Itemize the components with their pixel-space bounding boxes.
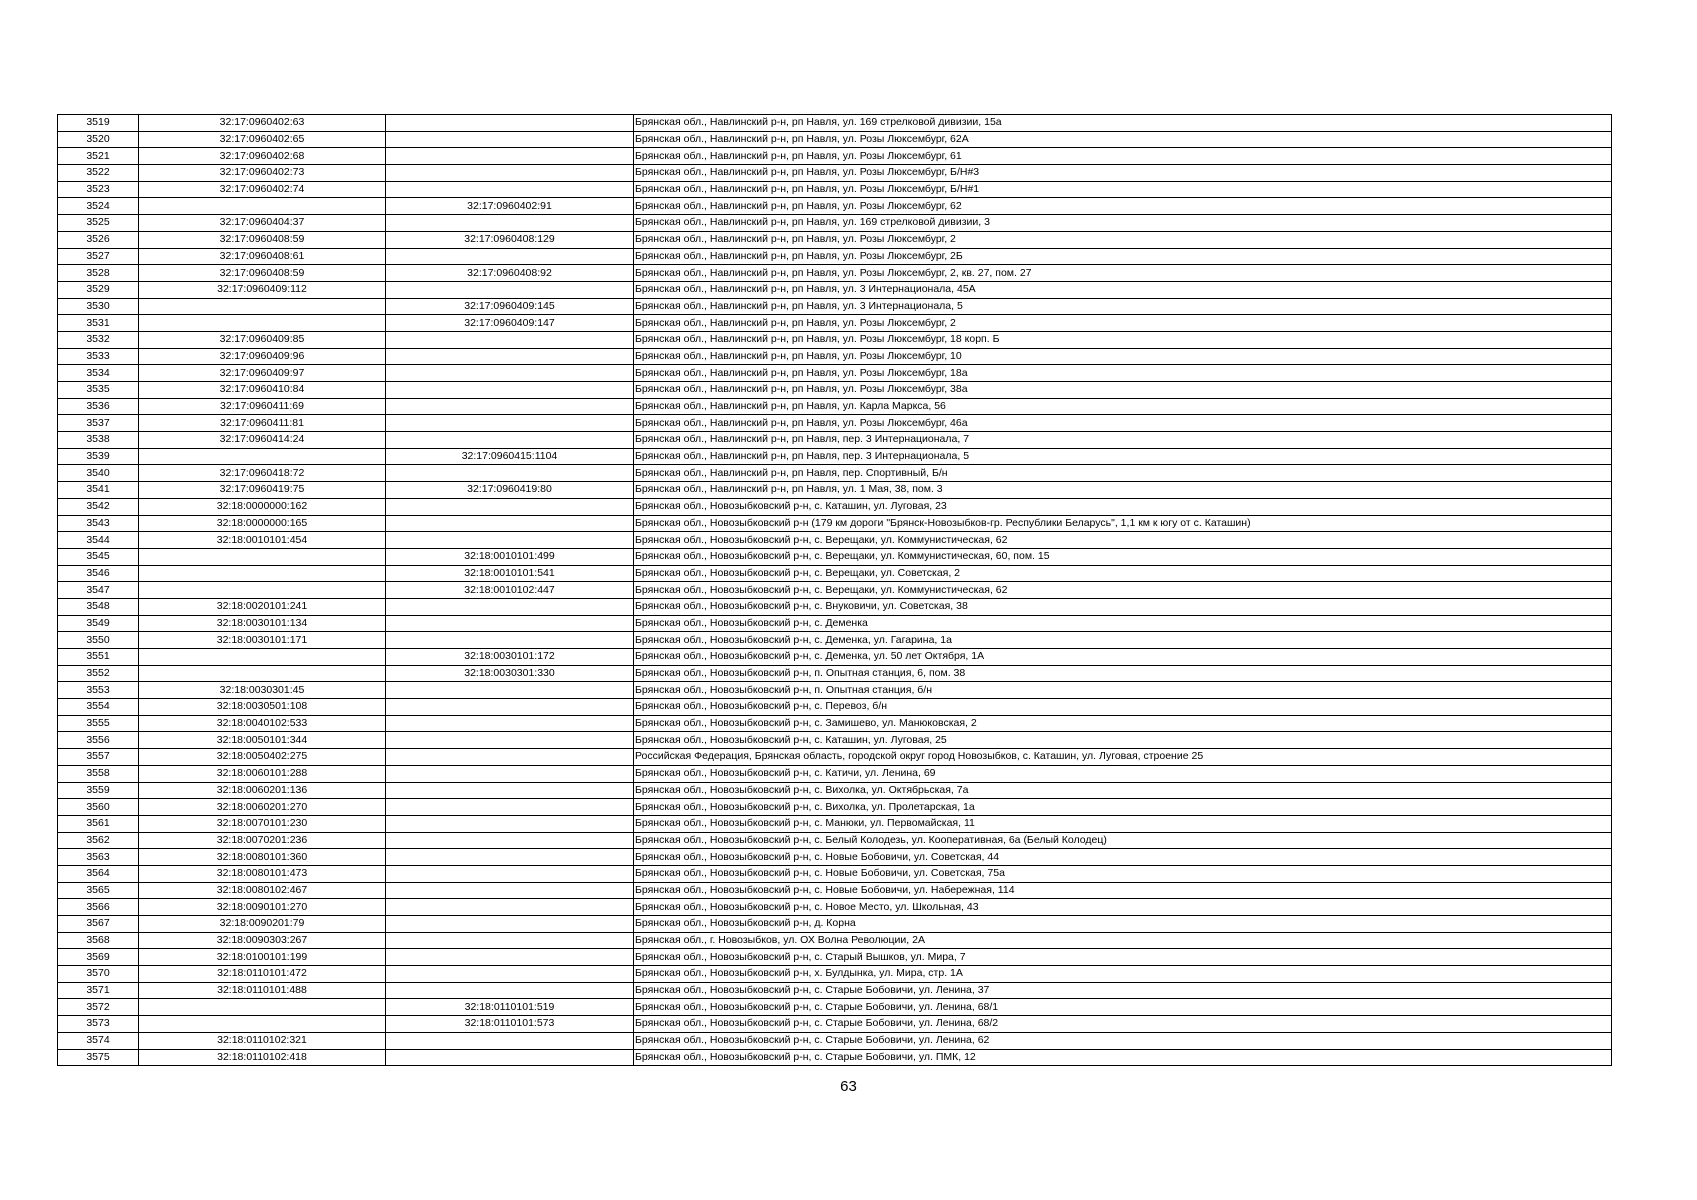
object-cadastral-number-cell: 32:18:0010101:541: [386, 565, 634, 582]
land-cadastral-number-cell: 32:18:0040102:533: [139, 715, 386, 732]
table-row: [58, 899, 1612, 916]
address-cell: Брянская обл., Новозыбковский р-н, с. Старые Бобовичи, ул. Ленина, 68/2: [634, 1016, 1612, 1033]
table-row: [58, 982, 1612, 999]
row-number-cell: 3531: [58, 315, 139, 332]
land-cadastral-number-cell: [139, 1016, 386, 1033]
row-number-cell: 3546: [58, 565, 139, 582]
table-row: [58, 749, 1612, 766]
land-cadastral-number-cell: [139, 448, 386, 465]
object-cadastral-number-cell: [386, 465, 634, 482]
object-cadastral-number-cell: [386, 732, 634, 749]
object-cadastral-number-cell: [386, 682, 634, 699]
row-number-cell: 3570: [58, 966, 139, 983]
table-row: [58, 765, 1612, 782]
table-row: [58, 465, 1612, 482]
table-row: [58, 1049, 1612, 1066]
object-cadastral-number-cell: [386, 982, 634, 999]
table-row: [58, 148, 1612, 165]
object-cadastral-number-cell: [386, 916, 634, 933]
land-cadastral-number-cell: 32:17:0960409:97: [139, 365, 386, 382]
land-cadastral-number-cell: 32:18:0000000:165: [139, 515, 386, 532]
land-cadastral-number-cell: 32:18:0110101:472: [139, 966, 386, 983]
table-row: [58, 181, 1612, 198]
table-row: [58, 498, 1612, 515]
address-cell: Брянская обл., Навлинский р-н, рп Навля, ул. Розы Люксембург, 2: [634, 231, 1612, 248]
object-cadastral-number-cell: [386, 281, 634, 298]
table-row: [58, 515, 1612, 532]
table-row: [58, 281, 1612, 298]
row-number-cell: 3551: [58, 649, 139, 666]
table-row: [58, 665, 1612, 682]
table-row: [58, 231, 1612, 248]
address-cell: Брянская обл., Навлинский р-н, рп Навля, ул. Розы Люксембург, 2, кв. 27, пом. 27: [634, 265, 1612, 282]
land-cadastral-number-cell: 32:18:0060201:270: [139, 799, 386, 816]
table-row: [58, 548, 1612, 565]
address-cell: Брянская обл., Новозыбковский р-н, с. Деменка, ул. 50 лет Октября, 1А: [634, 649, 1612, 666]
land-cadastral-number-cell: 32:17:0960409:112: [139, 281, 386, 298]
row-number-cell: 3563: [58, 849, 139, 866]
address-cell: Российская Федерация, Брянская область, городской округ город Новозыбков, с. Каташин, ул. Луговая, строение 25: [634, 749, 1612, 766]
table-row: [58, 916, 1612, 933]
row-number-cell: 3565: [58, 882, 139, 899]
object-cadastral-number-cell: [386, 832, 634, 849]
row-number-cell: 3544: [58, 532, 139, 549]
address-cell: Брянская обл., Новозыбковский р-н, п. Опытная станция, 6, пом. 38: [634, 665, 1612, 682]
land-cadastral-number-cell: [139, 198, 386, 215]
address-cell: Брянская обл., Новозыбковский р-н, с. Белый Колодезь, ул. Кооперативная, 6а (Белый Колодец): [634, 832, 1612, 849]
land-cadastral-number-cell: 32:18:0090201:79: [139, 916, 386, 933]
land-cadastral-number-cell: 32:17:0960418:72: [139, 465, 386, 482]
object-cadastral-number-cell: [386, 148, 634, 165]
address-cell: Брянская обл., Навлинский р-н, рп Навля, ул. Розы Люксембург, 62А: [634, 131, 1612, 148]
land-cadastral-number-cell: 32:18:0080101:360: [139, 849, 386, 866]
land-cadastral-number-cell: [139, 582, 386, 599]
row-number-cell: 3523: [58, 181, 139, 198]
object-cadastral-number-cell: [386, 415, 634, 432]
table-row: [58, 415, 1612, 432]
land-cadastral-number-cell: 32:18:0100101:199: [139, 949, 386, 966]
object-cadastral-number-cell: 32:18:0030301:330: [386, 665, 634, 682]
row-number-cell: 3538: [58, 432, 139, 449]
land-cadastral-number-cell: 32:18:0080101:473: [139, 865, 386, 882]
land-cadastral-number-cell: 32:18:0090303:267: [139, 932, 386, 949]
table-row: [58, 932, 1612, 949]
table-row: [58, 832, 1612, 849]
row-number-cell: 3562: [58, 832, 139, 849]
address-cell: Брянская обл., Навлинский р-н, рп Навля, ул. Розы Люксембург, 61: [634, 148, 1612, 165]
object-cadastral-number-cell: [386, 765, 634, 782]
address-cell: Брянская обл., Навлинский р-н, рп Навля, ул. 3 Интернационала, 5: [634, 298, 1612, 315]
table-row: [58, 582, 1612, 599]
row-number-cell: 3542: [58, 498, 139, 515]
object-cadastral-number-cell: [386, 398, 634, 415]
address-cell: Брянская обл., Новозыбковский р-н, с. Новые Бобовичи, ул. Советская, 75а: [634, 865, 1612, 882]
row-number-cell: 3569: [58, 949, 139, 966]
object-cadastral-number-cell: [386, 932, 634, 949]
object-cadastral-number-cell: [386, 949, 634, 966]
land-cadastral-number-cell: 32:18:0030101:171: [139, 632, 386, 649]
land-cadastral-number-cell: 32:17:0960410:84: [139, 382, 386, 399]
address-cell: Брянская обл., Новозыбковский р-н, с. Деменка, ул. Гагарина, 1а: [634, 632, 1612, 649]
table-row: [58, 865, 1612, 882]
table-row: [58, 115, 1612, 132]
table-row: [58, 348, 1612, 365]
land-cadastral-number-cell: [139, 665, 386, 682]
row-number-cell: 3553: [58, 682, 139, 699]
row-number-cell: 3572: [58, 999, 139, 1016]
object-cadastral-number-cell: [386, 1049, 634, 1066]
land-cadastral-number-cell: 32:17:0960402:65: [139, 131, 386, 148]
address-cell: Брянская обл., Новозыбковский р-н, с. Верещаки, ул. Коммунистическая, 62: [634, 582, 1612, 599]
row-number-cell: 3566: [58, 899, 139, 916]
table-row: [58, 331, 1612, 348]
registry-table: [57, 114, 1612, 1066]
table-row: [58, 815, 1612, 832]
address-cell: Брянская обл., Новозыбковский р-н, с. Перевоз, б/н: [634, 699, 1612, 716]
address-cell: Брянская обл., Навлинский р-н, рп Навля, ул. Розы Люксембург, 18 корп. Б: [634, 331, 1612, 348]
object-cadastral-number-cell: [386, 882, 634, 899]
object-cadastral-number-cell: 32:17:0960402:91: [386, 198, 634, 215]
address-cell: Брянская обл., Навлинский р-н, рп Навля, ул. Розы Люксембург, Б/Н#3: [634, 165, 1612, 182]
address-cell: Брянская обл., Новозыбковский р-н, с. Верещаки, ул. Коммунистическая, 62: [634, 532, 1612, 549]
row-number-cell: 3532: [58, 331, 139, 348]
row-number-cell: 3574: [58, 1032, 139, 1049]
object-cadastral-number-cell: [386, 131, 634, 148]
table-row: [58, 315, 1612, 332]
object-cadastral-number-cell: [386, 966, 634, 983]
land-cadastral-number-cell: [139, 298, 386, 315]
address-cell: Брянская обл., Новозыбковский р-н, с. Верещаки, ул. Советская, 2: [634, 565, 1612, 582]
row-number-cell: 3526: [58, 231, 139, 248]
row-number-cell: 3533: [58, 348, 139, 365]
address-cell: Брянская обл., Новозыбковский р-н, с. Внуковичи, ул. Советская, 38: [634, 598, 1612, 615]
object-cadastral-number-cell: 32:18:0010102:447: [386, 582, 634, 599]
address-cell: Брянская обл., Навлинский р-н, рп Навля, ул. Розы Люксембург, 10: [634, 348, 1612, 365]
object-cadastral-number-cell: [386, 348, 634, 365]
address-cell: Брянская обл., Новозыбковский р-н, с. Новые Бобовичи, ул. Советская, 44: [634, 849, 1612, 866]
row-number-cell: 3555: [58, 715, 139, 732]
table-row: [58, 298, 1612, 315]
row-number-cell: 3559: [58, 782, 139, 799]
object-cadastral-number-cell: [386, 615, 634, 632]
object-cadastral-number-cell: [386, 899, 634, 916]
address-cell: Брянская обл., Новозыбковский р-н, с. Новые Бобовичи, ул. Набережная, 114: [634, 882, 1612, 899]
land-cadastral-number-cell: 32:17:0960408:61: [139, 248, 386, 265]
land-cadastral-number-cell: 32:18:0080102:467: [139, 882, 386, 899]
address-cell: Брянская обл., Новозыбковский р-н, с. Верещаки, ул. Коммунистическая, 60, пом. 15: [634, 548, 1612, 565]
land-cadastral-number-cell: [139, 315, 386, 332]
land-cadastral-number-cell: 32:18:0030101:134: [139, 615, 386, 632]
row-number-cell: 3541: [58, 482, 139, 499]
page-number: 63: [840, 1078, 857, 1095]
address-cell: Брянская обл., Новозыбковский р-н, с. Манюки, ул. Первомайская, 11: [634, 815, 1612, 832]
row-number-cell: 3539: [58, 448, 139, 465]
object-cadastral-number-cell: [386, 699, 634, 716]
address-cell: Брянская обл., Навлинский р-н, рп Навля, ул. Розы Люксембург, 62: [634, 198, 1612, 215]
land-cadastral-number-cell: 32:17:0960408:59: [139, 265, 386, 282]
table-row: [58, 632, 1612, 649]
object-cadastral-number-cell: 32:18:0110101:573: [386, 1016, 634, 1033]
address-cell: Брянская обл., Новозыбковский р-н, с. Каташин, ул. Луговая, 25: [634, 732, 1612, 749]
land-cadastral-number-cell: [139, 649, 386, 666]
table-row: [58, 565, 1612, 582]
address-cell: Брянская обл., Новозыбковский р-н (179 км дороги "Брянск-Новозыбков-гр. Республики Беларусь", 1,1 км к югу от с. Каташин): [634, 515, 1612, 532]
object-cadastral-number-cell: [386, 248, 634, 265]
land-cadastral-number-cell: 32:18:0050402:275: [139, 749, 386, 766]
land-cadastral-number-cell: 32:17:0960402:74: [139, 181, 386, 198]
table-row: [58, 966, 1612, 983]
table-row: [58, 131, 1612, 148]
land-cadastral-number-cell: 32:17:0960404:37: [139, 215, 386, 232]
table-row: [58, 265, 1612, 282]
land-cadastral-number-cell: 32:17:0960419:75: [139, 482, 386, 499]
row-number-cell: 3547: [58, 582, 139, 599]
land-cadastral-number-cell: 32:18:0060201:136: [139, 782, 386, 799]
row-number-cell: 3522: [58, 165, 139, 182]
row-number-cell: 3524: [58, 198, 139, 215]
table-row: [58, 649, 1612, 666]
row-number-cell: 3561: [58, 815, 139, 832]
table-row: [58, 365, 1612, 382]
object-cadastral-number-cell: 32:17:0960408:92: [386, 265, 634, 282]
table-row: [58, 999, 1612, 1016]
land-cadastral-number-cell: [139, 999, 386, 1016]
row-number-cell: 3573: [58, 1016, 139, 1033]
land-cadastral-number-cell: 32:17:0960402:63: [139, 115, 386, 132]
row-number-cell: 3534: [58, 365, 139, 382]
land-cadastral-number-cell: 32:18:0020101:241: [139, 598, 386, 615]
object-cadastral-number-cell: [386, 365, 634, 382]
row-number-cell: 3552: [58, 665, 139, 682]
land-cadastral-number-cell: 32:18:0070101:230: [139, 815, 386, 832]
table-row: [58, 598, 1612, 615]
row-number-cell: 3519: [58, 115, 139, 132]
table-row: [58, 532, 1612, 549]
object-cadastral-number-cell: [386, 215, 634, 232]
address-cell: Брянская обл., Навлинский р-н, рп Навля, ул. 1 Мая, 38, пом. 3: [634, 482, 1612, 499]
object-cadastral-number-cell: [386, 849, 634, 866]
object-cadastral-number-cell: [386, 532, 634, 549]
table-row: [58, 732, 1612, 749]
row-number-cell: 3528: [58, 265, 139, 282]
object-cadastral-number-cell: [386, 815, 634, 832]
address-cell: Брянская обл., г. Новозыбков, ул. ОХ Волна Революции, 2А: [634, 932, 1612, 949]
land-cadastral-number-cell: 32:18:0050101:344: [139, 732, 386, 749]
object-cadastral-number-cell: [386, 598, 634, 615]
row-number-cell: 3548: [58, 598, 139, 615]
address-cell: Брянская обл., Новозыбковский р-н, с. Старый Вышков, ул. Мира, 7: [634, 949, 1612, 966]
object-cadastral-number-cell: 32:17:0960409:147: [386, 315, 634, 332]
object-cadastral-number-cell: [386, 865, 634, 882]
table-row: [58, 849, 1612, 866]
row-number-cell: 3554: [58, 699, 139, 716]
land-cadastral-number-cell: 32:18:0010101:454: [139, 532, 386, 549]
row-number-cell: 3549: [58, 615, 139, 632]
table-row: [58, 715, 1612, 732]
address-cell: Брянская обл., Новозыбковский р-н, с. Деменка: [634, 615, 1612, 632]
land-cadastral-number-cell: 32:18:0110101:488: [139, 982, 386, 999]
land-cadastral-number-cell: 32:17:0960409:96: [139, 348, 386, 365]
address-cell: Брянская обл., Навлинский р-н, рп Навля, пер. 3 Интернационала, 7: [634, 432, 1612, 449]
land-cadastral-number-cell: 32:18:0110102:418: [139, 1049, 386, 1066]
table-row: [58, 432, 1612, 449]
row-number-cell: 3530: [58, 298, 139, 315]
address-cell: Брянская обл., Новозыбковский р-н, с. Вихолка, ул. Октябрьская, 7а: [634, 782, 1612, 799]
address-cell: Брянская обл., Навлинский р-н, рп Навля, пер. 3 Интернационала, 5: [634, 448, 1612, 465]
address-cell: Брянская обл., Навлинский р-н, рп Навля, пер. Спортивный, Б/н: [634, 465, 1612, 482]
row-number-cell: 3556: [58, 732, 139, 749]
address-cell: Брянская обл., Навлинский р-н, рп Навля, ул. 169 стрелковой дивизии, 15а: [634, 115, 1612, 132]
address-cell: Брянская обл., Новозыбковский р-н, с. Вихолка, ул. Пролетарская, 1а: [634, 799, 1612, 816]
table-row: [58, 215, 1612, 232]
table-row: [58, 198, 1612, 215]
object-cadastral-number-cell: [386, 165, 634, 182]
table-row: [58, 682, 1612, 699]
land-cadastral-number-cell: [139, 548, 386, 565]
address-cell: Брянская обл., Навлинский р-н, рп Навля, ул. Карла Маркса, 56: [634, 398, 1612, 415]
table-row: [58, 782, 1612, 799]
land-cadastral-number-cell: 32:18:0000000:162: [139, 498, 386, 515]
object-cadastral-number-cell: [386, 1032, 634, 1049]
table-row: [58, 165, 1612, 182]
address-cell: Брянская обл., Навлинский р-н, рп Навля, ул. Розы Люксембург, 46а: [634, 415, 1612, 432]
land-cadastral-number-cell: 32:18:0060101:288: [139, 765, 386, 782]
row-number-cell: 3558: [58, 765, 139, 782]
land-cadastral-number-cell: 32:18:0090101:270: [139, 899, 386, 916]
table-row: [58, 615, 1612, 632]
row-number-cell: 3535: [58, 382, 139, 399]
address-cell: Брянская обл., Новозыбковский р-н, с. Катичи, ул. Ленина, 69: [634, 765, 1612, 782]
table-row: [58, 882, 1612, 899]
object-cadastral-number-cell: 32:17:0960415:1104: [386, 448, 634, 465]
row-number-cell: 3529: [58, 281, 139, 298]
land-cadastral-number-cell: 32:17:0960402:73: [139, 165, 386, 182]
address-cell: Брянская обл., Новозыбковский р-н, с. Новое Место, ул. Школьная, 43: [634, 899, 1612, 916]
object-cadastral-number-cell: [386, 782, 634, 799]
address-cell: Брянская обл., Навлинский р-н, рп Навля, ул. Розы Люксембург, Б/Н#1: [634, 181, 1612, 198]
row-number-cell: 3568: [58, 932, 139, 949]
address-cell: Брянская обл., Новозыбковский р-н, с. Каташин, ул. Луговая, 23: [634, 498, 1612, 515]
address-cell: Брянская обл., Новозыбковский р-н, с. Старые Бобовичи, ул. Ленина, 37: [634, 982, 1612, 999]
row-number-cell: 3560: [58, 799, 139, 816]
table-row: [58, 799, 1612, 816]
land-cadastral-number-cell: 32:17:0960411:81: [139, 415, 386, 432]
address-cell: Брянская обл., Новозыбковский р-н, с. Старые Бобовичи, ул. ПМК, 12: [634, 1049, 1612, 1066]
land-cadastral-number-cell: 32:17:0960409:85: [139, 331, 386, 348]
land-cadastral-number-cell: 32:18:0110102:321: [139, 1032, 386, 1049]
table-row: [58, 1016, 1612, 1033]
row-number-cell: 3520: [58, 131, 139, 148]
row-number-cell: 3550: [58, 632, 139, 649]
object-cadastral-number-cell: [386, 181, 634, 198]
object-cadastral-number-cell: [386, 432, 634, 449]
row-number-cell: 3575: [58, 1049, 139, 1066]
address-cell: Брянская обл., Навлинский р-н, рп Навля, ул. Розы Люксембург, 38а: [634, 382, 1612, 399]
land-cadastral-number-cell: 32:18:0030501:108: [139, 699, 386, 716]
table-row: [58, 398, 1612, 415]
object-cadastral-number-cell: [386, 331, 634, 348]
table-row: [58, 699, 1612, 716]
row-number-cell: 3527: [58, 248, 139, 265]
row-number-cell: 3536: [58, 398, 139, 415]
object-cadastral-number-cell: [386, 715, 634, 732]
object-cadastral-number-cell: 32:17:0960419:80: [386, 482, 634, 499]
table-row: [58, 448, 1612, 465]
object-cadastral-number-cell: [386, 515, 634, 532]
address-cell: Брянская обл., Навлинский р-н, рп Навля, ул. Розы Люксембург, 18а: [634, 365, 1612, 382]
address-cell: Брянская обл., Новозыбковский р-н, с. Замишево, ул. Манюковская, 2: [634, 715, 1612, 732]
table-row: [58, 382, 1612, 399]
object-cadastral-number-cell: 32:18:0010101:499: [386, 548, 634, 565]
address-cell: Брянская обл., Новозыбковский р-н, д. Корна: [634, 916, 1612, 933]
address-cell: Брянская обл., Новозыбковский р-н, х. Булдынка, ул. Мира, стр. 1А: [634, 966, 1612, 983]
object-cadastral-number-cell: 32:17:0960409:145: [386, 298, 634, 315]
land-cadastral-number-cell: 32:17:0960402:68: [139, 148, 386, 165]
object-cadastral-number-cell: 32:18:0110101:519: [386, 999, 634, 1016]
object-cadastral-number-cell: [386, 498, 634, 515]
address-cell: Брянская обл., Навлинский р-н, рп Навля, ул. 3 Интернационала, 45А: [634, 281, 1612, 298]
address-cell: Брянская обл., Навлинский р-н, рп Навля, ул. 169 стрелковой дивизии, 3: [634, 215, 1612, 232]
land-cadastral-number-cell: 32:17:0960408:59: [139, 231, 386, 248]
table-row: [58, 248, 1612, 265]
registry-table-body: [58, 115, 1612, 1066]
row-number-cell: 3525: [58, 215, 139, 232]
land-cadastral-number-cell: 32:18:0070201:236: [139, 832, 386, 849]
land-cadastral-number-cell: 32:17:0960414:24: [139, 432, 386, 449]
row-number-cell: 3567: [58, 916, 139, 933]
land-cadastral-number-cell: 32:17:0960411:69: [139, 398, 386, 415]
row-number-cell: 3521: [58, 148, 139, 165]
table-row: [58, 949, 1612, 966]
table-row: [58, 1032, 1612, 1049]
object-cadastral-number-cell: [386, 632, 634, 649]
object-cadastral-number-cell: [386, 115, 634, 132]
row-number-cell: 3543: [58, 515, 139, 532]
land-cadastral-number-cell: [139, 565, 386, 582]
table-row: [58, 482, 1612, 499]
address-cell: Брянская обл., Новозыбковский р-н, с. Старые Бобовичи, ул. Ленина, 68/1: [634, 999, 1612, 1016]
row-number-cell: 3571: [58, 982, 139, 999]
address-cell: Брянская обл., Навлинский р-н, рп Навля, ул. Розы Люксембург, 2Б: [634, 248, 1612, 265]
object-cadastral-number-cell: [386, 799, 634, 816]
row-number-cell: 3540: [58, 465, 139, 482]
address-cell: Брянская обл., Новозыбковский р-н, с. Старые Бобовичи, ул. Ленина, 62: [634, 1032, 1612, 1049]
row-number-cell: 3564: [58, 865, 139, 882]
address-cell: Брянская обл., Навлинский р-н, рп Навля, ул. Розы Люксембург, 2: [634, 315, 1612, 332]
row-number-cell: 3545: [58, 548, 139, 565]
address-cell: Брянская обл., Новозыбковский р-н, п. Опытная станция, б/н: [634, 682, 1612, 699]
row-number-cell: 3537: [58, 415, 139, 432]
object-cadastral-number-cell: [386, 382, 634, 399]
object-cadastral-number-cell: 32:17:0960408:129: [386, 231, 634, 248]
object-cadastral-number-cell: 32:18:0030101:172: [386, 649, 634, 666]
object-cadastral-number-cell: [386, 749, 634, 766]
land-cadastral-number-cell: 32:18:0030301:45: [139, 682, 386, 699]
row-number-cell: 3557: [58, 749, 139, 766]
